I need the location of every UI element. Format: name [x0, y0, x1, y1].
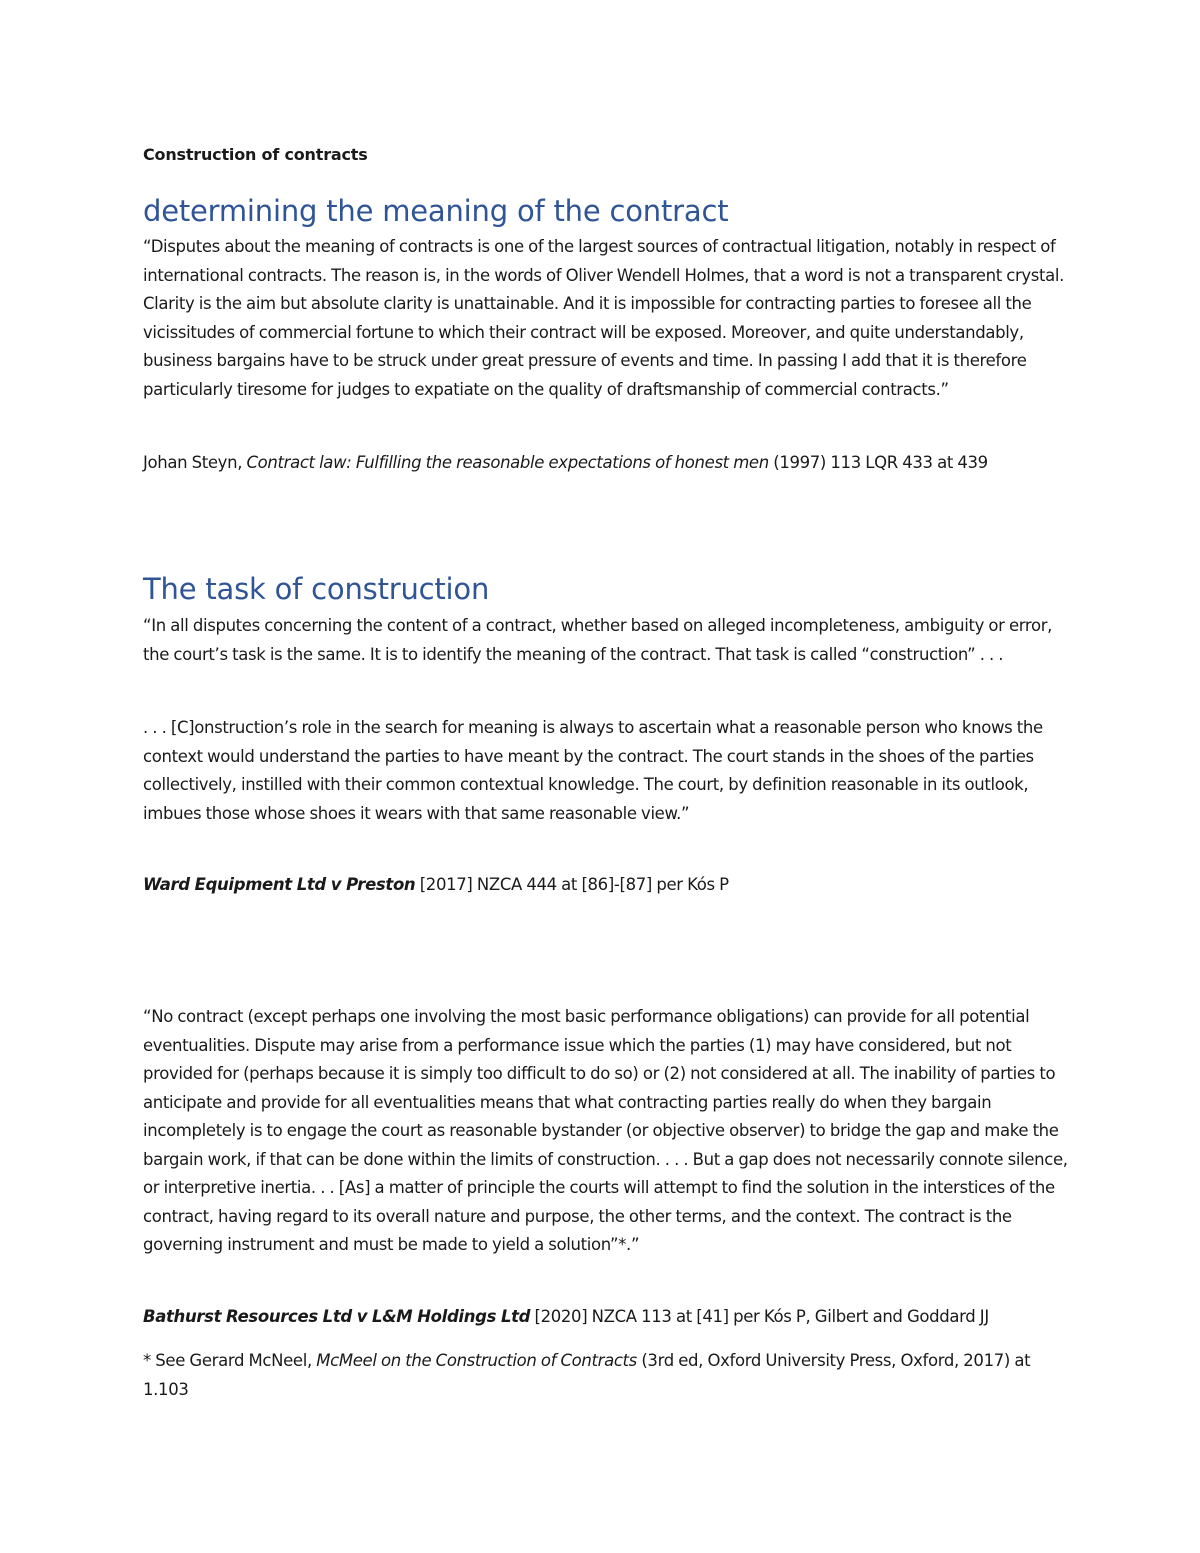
case-ref-bathurst: [2020] NZCA 113 at [41] per Kós P, Gilbert and Goddard JJ: [530, 1307, 989, 1326]
bathurst-quote: “No contract (except perhaps one involving the most basic performance obligations) can provide for all potential eventualities. Dispute may arise from a performance issue which the parties (1) may have considered, but not provided for (perhaps because it is simply too difficult to do so) or (2) not considered at all. The inability of parties to anticipate and provide for all eventualities means that what contracting parties really do when they bargain incompletely is to engage the court as reasonable bystander (or objective observer) to bridge the gap and make the bargain work, if that can be done within the limits of construction. . . . But a gap does not necessarily connote silence, or interpretive inertia. . . [As] a matter of principle the courts will attempt to find the solution in the interstices of the contract, having regard to its overall nature and purpose, the other terms, and the context. The contract is the governing instrument and must be made to yield a solution”*.”: [143, 1007, 1068, 1254]
case-name-bathurst: Bathurst Resources Ltd v L&M Holdings Ltd: [143, 1307, 531, 1326]
ward-quote-part2: . . . [C]onstruction’s role in the search for meaning is always to ascertain what a reasonable person who knows the context would understand the parties to have meant by the contract. The court stands in the shoes of the parties collectively, instilled with their common contextual knowledge. The court, by definition reasonable in its outlook, imbues those whose shoes it wears with that same reasonable view.”: [143, 718, 1043, 823]
citation-author: Johan Steyn,: [143, 453, 247, 472]
footnote-title: McMeel on the Construction of Contracts: [316, 1351, 637, 1370]
ward-citation: [143, 871, 1068, 900]
bathurst-citation: [143, 1303, 1068, 1332]
case-ref-ward: [2017] NZCA 444 at [86]-[87] per Kós P: [415, 875, 729, 894]
citation-title: Contract law: Fulfilling the reasonable expectations of honest men: [246, 453, 769, 472]
citation-rest: (1997) 113 LQR 433 at 439: [768, 453, 988, 472]
footnote: [143, 1347, 1068, 1404]
steyn-citation: [143, 449, 1068, 478]
footnote-rest: (3rd ed, Oxford University Press, Oxford, 2017) at 1.103: [143, 1351, 1031, 1399]
footnote-prefix: * See Gerard McNeel,: [143, 1351, 317, 1370]
section-heading-meaning: determining the meaning of the contract: [143, 194, 729, 228]
section-heading-construction: The task of construction: [143, 572, 490, 606]
case-name-ward: Ward Equipment Ltd v Preston: [143, 875, 416, 894]
document-title: Construction of contracts: [143, 145, 368, 164]
steyn-quote: “Disputes about the meaning of contracts is one of the largest sources of contractual litigation, notably in respect of international contracts. The reason is, in the words of Oliver Wendell Holmes, that a word is not a transparent crystal. Clarity is the aim but absolute clarity is unattainable. And it is impossible for contracting parties to foresee all the vicissitudes of commercial fortune to which their contract will be exposed. Moreover, and quite understandably, business bargains have to be struck under great pressure of events and time. In passing I add that it is therefore particularly tiresome for judges to expatiate on the quality of draftsmanship of commercial contracts.”: [143, 237, 1065, 399]
ward-quote-part1: “In all disputes concerning the content of a contract, whether based on alleged incompleteness, ambiguity or error, the court’s task is the same. It is to identify the meaning of the contract. That task is called “construction” . . .: [143, 616, 1053, 664]
